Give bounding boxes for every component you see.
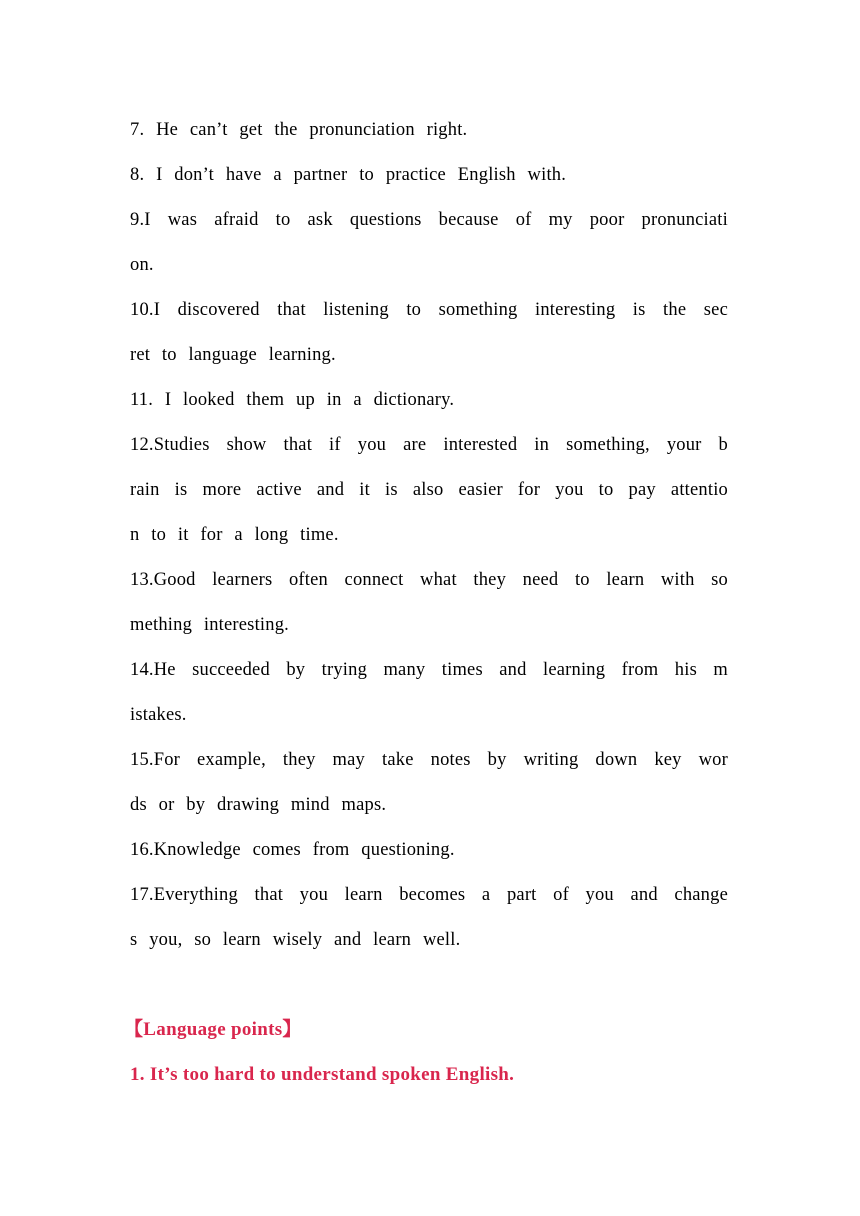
sentence-list [130, 113, 728, 968]
document-body [124, 113, 728, 1103]
text-line: 12.Studies show that if you are interested in something, your b [130, 435, 728, 455]
text-line: ret to language learning. [130, 345, 336, 365]
text-line: ds or by drawing mind maps. [130, 795, 387, 815]
section-heading: 【Language points】 [124, 1019, 302, 1040]
text-line: rain is more active and it is also easier for you to pay attentio [130, 480, 728, 500]
text-line: 16.Knowledge comes from questioning. [130, 840, 455, 860]
text-line: s you, so learn wisely and learn well. [130, 930, 461, 950]
language-point-heading: 1. It’s too hard to understand spoken English. [130, 1064, 515, 1085]
text-line: 8. I don’t have a partner to practice English with. [130, 165, 567, 185]
text-line: 15.For example, they may take notes by writing down key wor [130, 750, 728, 770]
text-line: n to it for a long time. [130, 525, 339, 545]
text-line: 7. He can’t get the pronunciation right. [130, 120, 468, 140]
text-line: 13.Good learners often connect what they need to learn with so [130, 570, 728, 590]
text-line: 14.He succeeded by trying many times and learning from his m [130, 660, 728, 680]
text-line: on. [130, 255, 154, 275]
text-line: 10.I discovered that listening to something interesting is the sec [130, 300, 728, 320]
text-line: istakes. [130, 705, 187, 725]
blank-line [130, 968, 728, 1013]
text-line: 17.Everything that you learn becomes a part of you and change [130, 885, 728, 905]
text-line: 11. I looked them up in a dictionary. [130, 390, 455, 410]
text-line: mething interesting. [130, 615, 289, 635]
text-line: 9.I was afraid to ask questions because of my poor pronunciati [130, 210, 728, 230]
